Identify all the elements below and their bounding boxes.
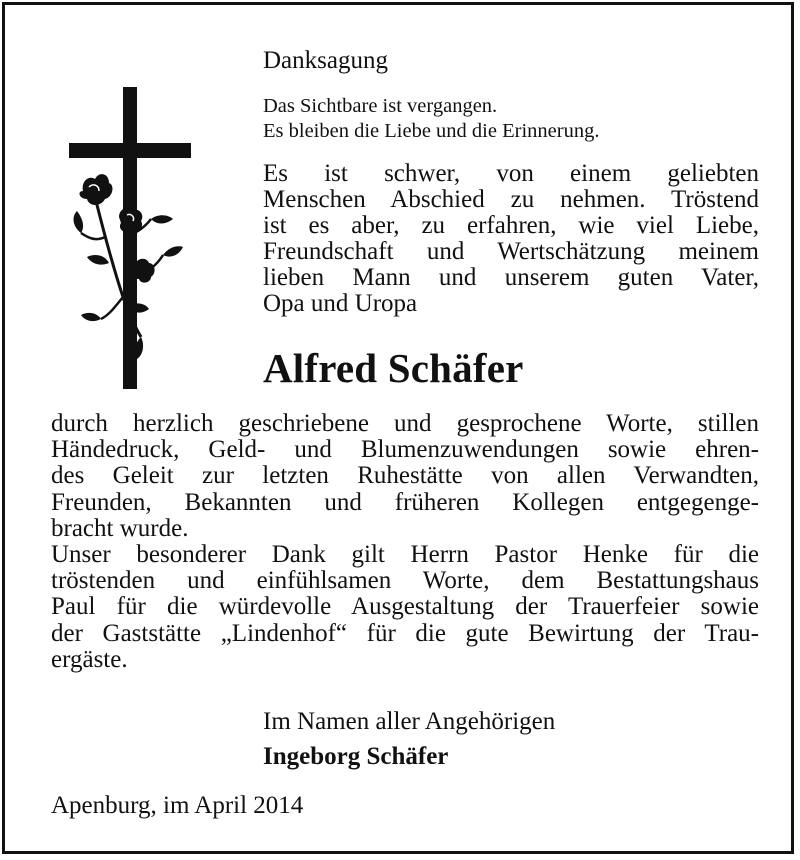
deceased-name: Alfred Schäfer xyxy=(263,345,524,391)
body-paragraph xyxy=(51,411,759,673)
intro-paragraph xyxy=(263,161,759,317)
intro-line: Menschen Abschied zu nehmen. Tröstend xyxy=(263,186,759,213)
intro-line: Es ist schwer, von einem geliebten xyxy=(263,160,759,187)
closing-line: Im Namen aller Angehörigen xyxy=(263,708,556,735)
body-line: ergäste. xyxy=(51,645,128,673)
obituary-notice-frame xyxy=(2,2,794,854)
body-line: durch herzlich geschriebene und gesprochene Worte, stillen xyxy=(51,410,759,437)
intro-line: ist es aber, zu erfahren, wie viel Liebe, xyxy=(263,212,759,239)
intro-line: Opa und Uropa xyxy=(263,290,418,317)
body-line: tröstenden und einfühlsamen Worte, dem Bestattungshaus xyxy=(51,567,759,595)
motto-line: Das Sichtbare ist vergangen. xyxy=(263,95,498,117)
motto-line: Es bleiben die Liebe und die Erinnerung. xyxy=(263,120,600,142)
body-line: des Geleit zur letzten Ruhestätte von allen Verwandten, xyxy=(51,462,759,490)
body-line: der Gaststätte „Lindenhof“ für die gute Bewirtung der Trau- xyxy=(51,619,759,647)
motto xyxy=(263,94,763,144)
intro-line: lieben Mann und unserem guten Vater, xyxy=(263,264,759,291)
cross-with-roses-icon xyxy=(65,87,197,392)
body-line: Freunden, Bekannten und früheren Kollegen entgegenge- xyxy=(51,488,759,516)
place-date: Apenburg, im April 2014 xyxy=(51,792,304,819)
body-line: Unser besonderer Dank gilt Herrn Pastor Henke für die xyxy=(51,541,759,569)
body-line: bracht wurde. xyxy=(51,514,189,542)
intro-line: Freundschaft und Wertschätzung meinem xyxy=(263,238,759,265)
notice-heading: Danksagung xyxy=(263,47,388,74)
signer-name: Ingeborg Schäfer xyxy=(263,743,449,770)
body-line: Händedruck, Geld- und Blumenzuwendungen sowie ehren- xyxy=(51,436,759,464)
body-line: Paul für die würdevolle Ausgestaltung der Trauerfeier sowie xyxy=(51,593,759,621)
